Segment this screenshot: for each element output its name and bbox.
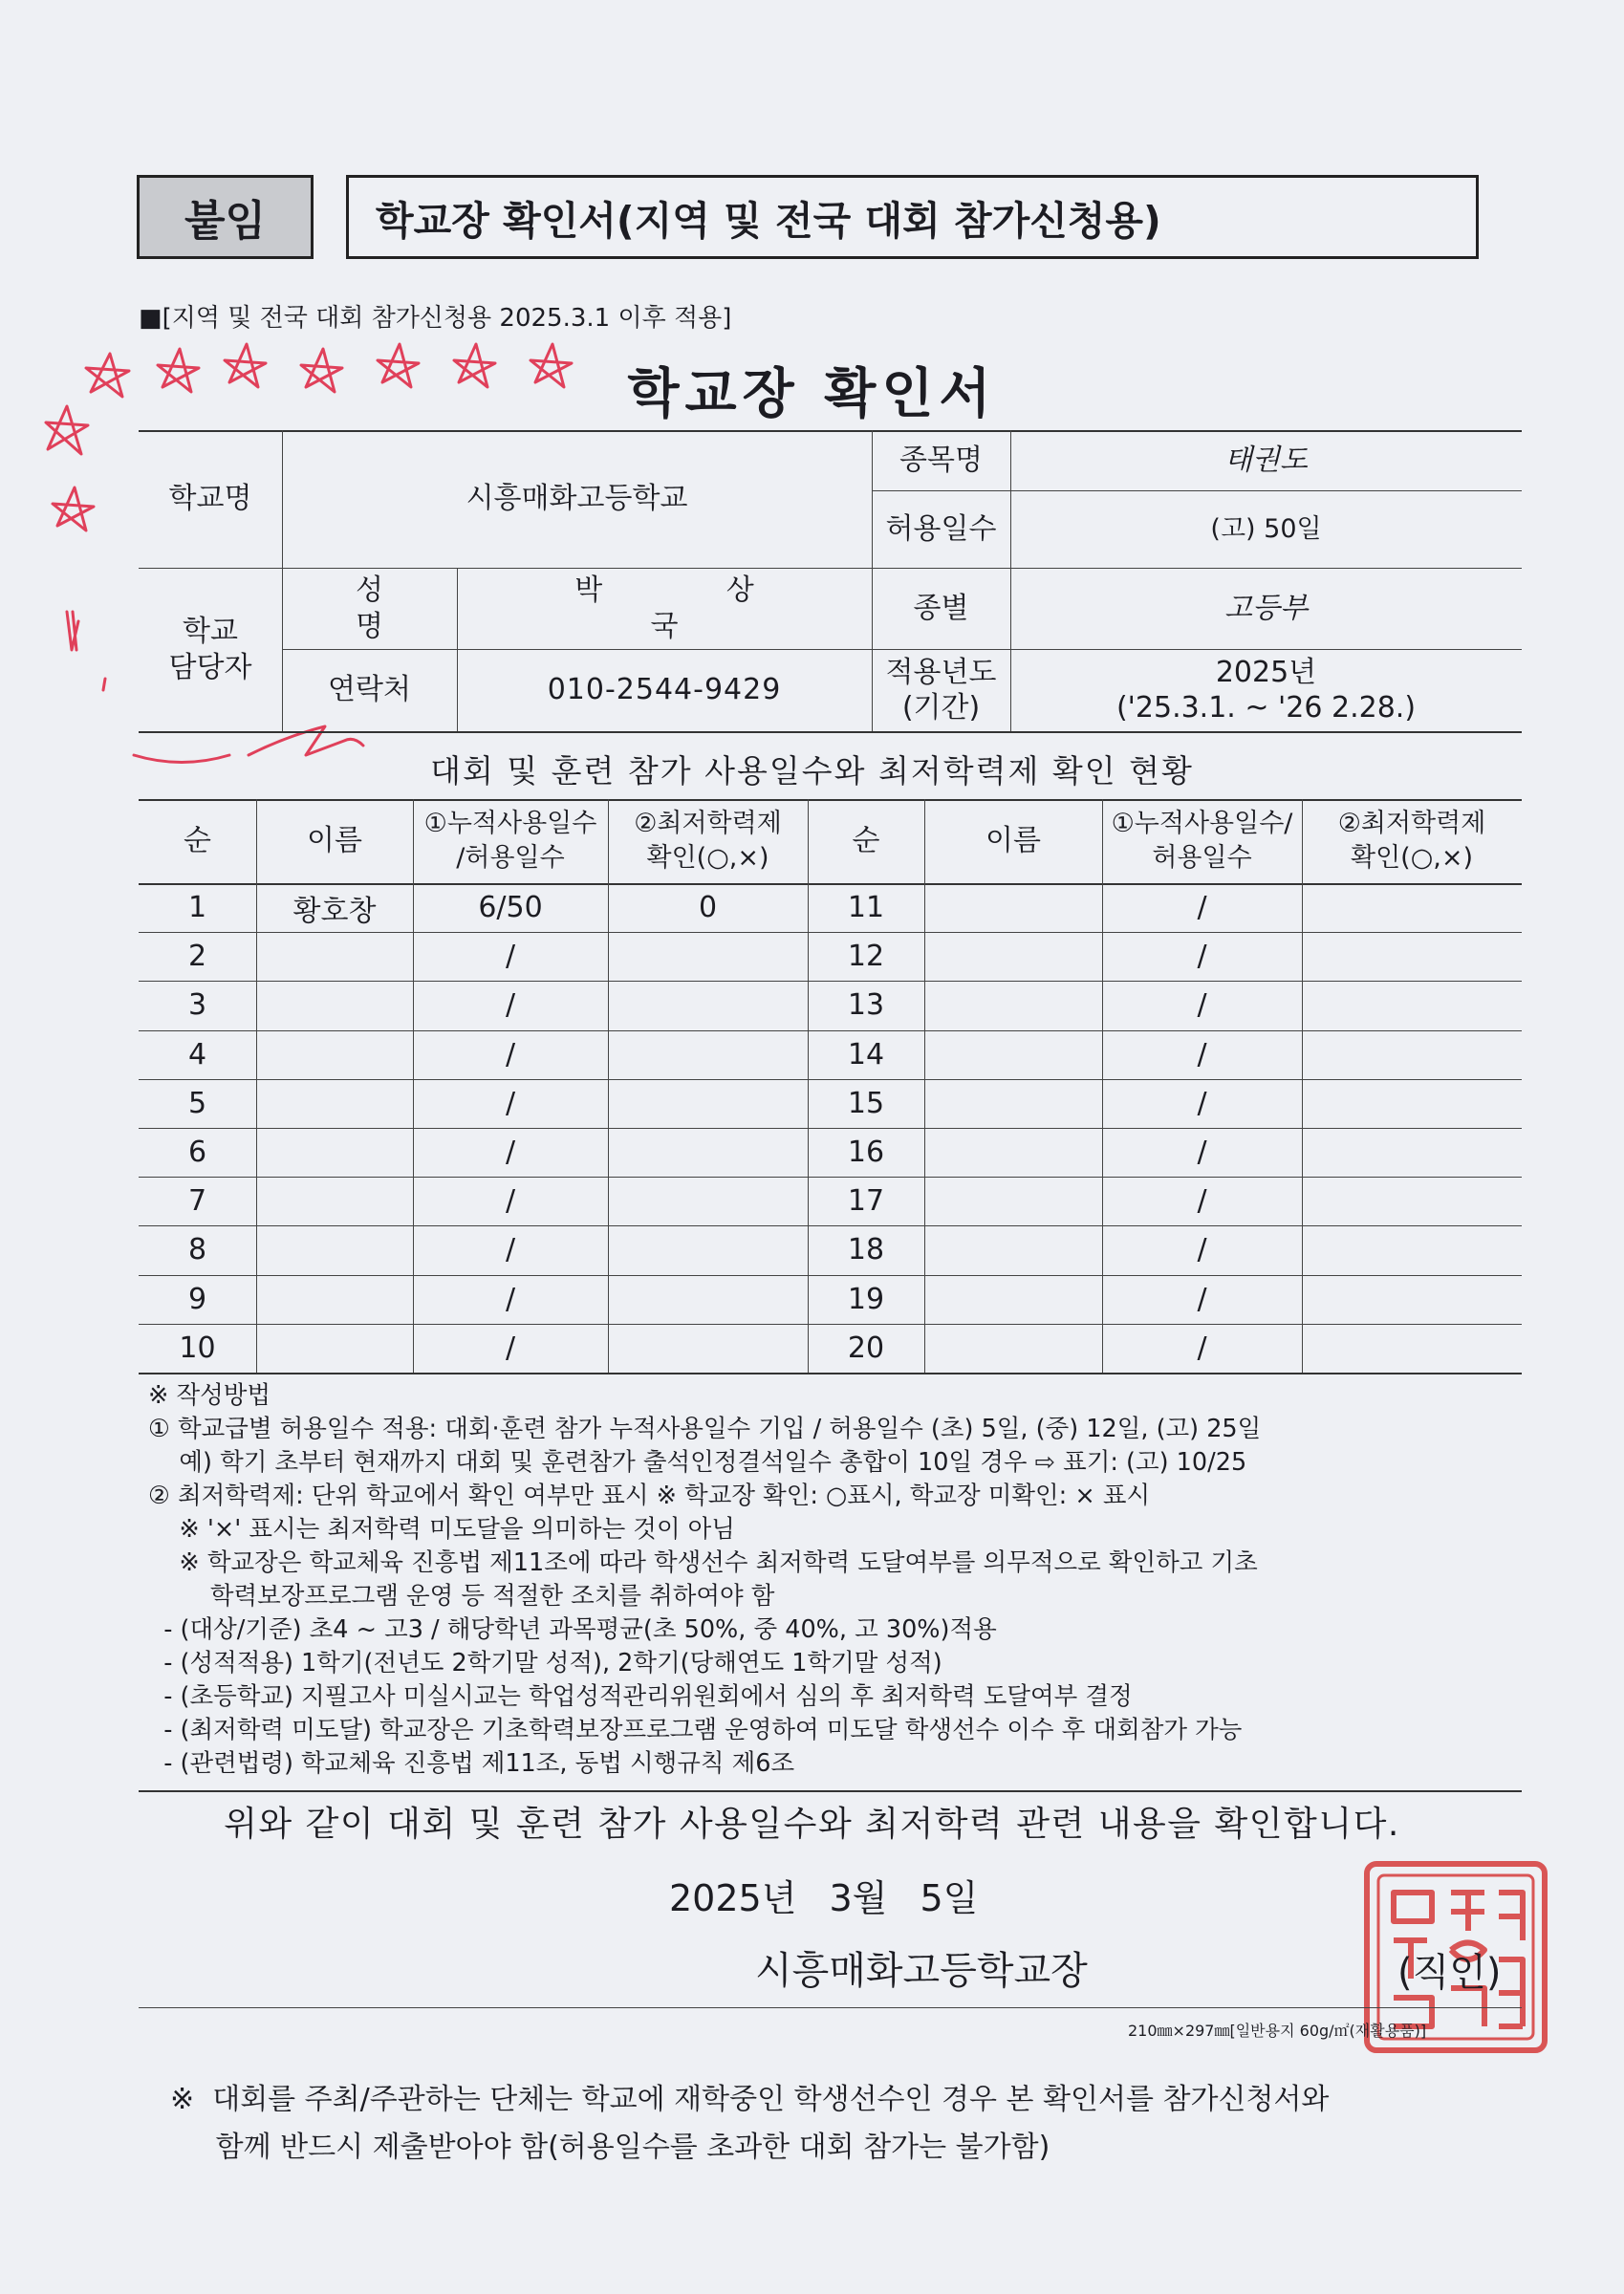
year-value (1010, 649, 1522, 731)
table-cell-name-right (924, 1225, 1102, 1274)
table-cell-check-right (1302, 932, 1522, 981)
table-cell-check-right (1302, 1079, 1522, 1128)
division-label: 종별 (913, 591, 969, 625)
col-header-days (413, 799, 608, 883)
form-header-title: 학교장 확인서(지역 및 전국 대회 참가신청용) (346, 175, 1479, 259)
instruction-line: ※ 학교장은 학교체육 진흥법 제11조에 따라 학생선수 최저학력 도달여부를 의무적으로 확인하고 기초 (148, 1548, 1258, 1577)
col-header-name-right: 이름 (985, 823, 1041, 857)
col-header-days-right (1102, 799, 1302, 883)
contact-label: 연락처 (328, 673, 411, 707)
footnote-line: 함께 반드시 제출받아야 함(허용일수를 초과한 대회 참가는 불가함) (170, 2131, 1050, 2164)
table-cell-name (256, 1225, 413, 1274)
table-cell-no-right: 18 (847, 1233, 885, 1267)
footnote-line: ※ 대회를 주최/주관하는 단체는 학교에 재학중인 학생선수인 경우 본 확인서를 참가신청서와 (170, 2083, 1330, 2116)
document-title: 학교장 확인서 (627, 363, 997, 425)
instruction-line: - (대상/기준) 초4 ~ 고3 / 해당학년 과목평균(초 50%, 중 40%, 고 30%)적용 (148, 1615, 997, 1644)
instruction-line: 학력보장프로그램 운영 등 적절한 조치를 취하여야 함 (148, 1582, 775, 1611)
table-cell-days: / (505, 1184, 516, 1219)
table-cell-no-right: 19 (847, 1282, 885, 1316)
name-label: 성 명 (356, 574, 422, 643)
table-cell-check-right (1302, 981, 1522, 1029)
table-cell-no: 3 (187, 988, 207, 1023)
allowed-days-value: (고) 50일 (1210, 513, 1322, 544)
table-cell-days: 6/50 (478, 891, 543, 925)
table-cell-check (608, 1128, 808, 1177)
manager-name: 박 상 국 (574, 574, 812, 643)
table-cell-name (256, 1177, 413, 1225)
table-cell-check-right (1302, 1177, 1522, 1225)
table-cell-name (256, 1030, 413, 1079)
instruction-line: ① 학교급별 허용일수 적용: 대회·훈련 참가 누적사용일수 기입 / 허용일수 (초) 5일, (중) 12일, (고) 25일 (148, 1415, 1262, 1443)
year-value-line1: 2025년 (1215, 655, 1317, 689)
school-label: 학교명 (168, 482, 252, 516)
table-cell-name (256, 1079, 413, 1128)
table-cell-check-right (1302, 1225, 1522, 1274)
instruction-line: ※ 작성방법 (148, 1381, 271, 1410)
col-header-check (608, 799, 808, 883)
table-cell-check: 0 (698, 891, 718, 925)
table-cell-no-right: 17 (847, 1184, 885, 1219)
principal-signature: 시흥매화고등학교장 (755, 1949, 1088, 1993)
table-cell-name-right (924, 1177, 1102, 1225)
table-cell-check-right (1302, 1128, 1522, 1177)
section-title: 대회 및 훈련 참가 사용일수와 최저학력제 확인 현황 (430, 752, 1194, 790)
col-header-check-right-line1: ②최저학력제 (1337, 808, 1486, 838)
col-header-check-line2: 확인(○,×) (646, 843, 769, 873)
table-cell-no-right: 14 (847, 1037, 885, 1071)
table-cell-name (256, 1275, 413, 1324)
instruction-line: - (관련법령) 학교체육 진흥법 제11조, 동법 시행규칙 제6조 (148, 1749, 795, 1778)
table-cell-name (256, 1128, 413, 1177)
allowed-days-label: 허용일수 (885, 511, 997, 546)
table-cell-days: / (505, 1136, 516, 1170)
table-cell-no-right: 15 (847, 1086, 885, 1120)
table-cell-name-right (924, 1128, 1102, 1177)
grid-bottom-border (139, 1373, 1522, 1374)
issue-date: 2025년 3월 5일 (669, 1877, 979, 1919)
table-cell-name (256, 981, 413, 1029)
instruction-line: ※ '×' 표시는 최저학력 미도달을 의미하는 것이 아님 (148, 1515, 735, 1544)
table-cell-no: 8 (187, 1233, 207, 1267)
table-cell-name-right (924, 981, 1102, 1029)
table-cell-check (608, 1030, 808, 1079)
table-cell-no: 5 (187, 1086, 207, 1120)
table-cell-days-right: / (1197, 891, 1207, 925)
table-cell-days: / (505, 1331, 516, 1365)
table-cell-no-right: 12 (847, 940, 885, 974)
col-header-no-right: 순 (852, 823, 880, 857)
table-cell-no: 1 (187, 891, 207, 925)
confirmation-statement: 위와 같이 대회 및 훈련 참가 사용일수와 최저학력 관련 내용을 확인합니다. (224, 1805, 1400, 1844)
year-label-line2: (기간) (901, 691, 981, 725)
table-cell-no: 7 (187, 1184, 207, 1219)
table-cell-name-right (924, 1324, 1102, 1373)
table-cell-no-right: 20 (847, 1331, 885, 1365)
table-cell-check (608, 1079, 808, 1128)
table-cell-name-right (924, 1275, 1102, 1324)
table-cell-days-right: / (1197, 1184, 1207, 1219)
table-cell-days-right: / (1197, 1233, 1207, 1267)
writing-instructions (148, 1379, 1534, 1781)
instruction-line: - (초등학교) 지필고사 미실시교는 학업성적관리위원회에서 심의 후 최저학력 도달여부 결정 (148, 1682, 1133, 1711)
manager-label-line2: 담당자 (168, 650, 252, 684)
notes-divider (139, 1790, 1522, 1792)
instruction-line: - (성적적용) 1학기(전년도 2학기말 성적), 2학기(당해연도 1학기말 성적) (148, 1649, 942, 1677)
table-cell-days: / (505, 1037, 516, 1071)
col-header-check-right (1302, 799, 1522, 883)
table-cell-check (608, 981, 808, 1029)
table-cell-check (608, 1177, 808, 1225)
table-cell-days-right: / (1197, 1282, 1207, 1316)
year-value-line2: ('25.3.1. ~ '26 2.28.) (1115, 691, 1417, 725)
table-cell-days-right: / (1197, 940, 1207, 974)
col-header-check-line1: ②최저학력제 (634, 808, 782, 838)
table-cell-days-right: / (1197, 988, 1207, 1023)
table-cell-name: 황호창 (292, 894, 377, 928)
table-cell-name-right (924, 932, 1102, 981)
year-label (872, 649, 1010, 731)
col-header-days-line2: /허용일수 (456, 843, 565, 873)
year-label-line1: 적용년도 (885, 655, 997, 689)
table-cell-no: 4 (187, 1037, 207, 1071)
applies-note: ■[지역 및 전국 대회 참가신청용 2025.3.1 이후 적용] (139, 304, 732, 333)
table-cell-check (608, 1324, 808, 1373)
table-cell-no: 6 (187, 1136, 207, 1170)
table-cell-days: / (505, 1086, 516, 1120)
sport-label: 종목명 (899, 443, 983, 477)
table-cell-no-right: 16 (847, 1136, 885, 1170)
contact-value: 010-2544-9429 (547, 673, 782, 707)
col-header-days-right-line2: 허용일수 (1152, 843, 1252, 873)
table-cell-days-right: / (1197, 1136, 1207, 1170)
sport-value: 태권도 (1224, 443, 1308, 477)
table-cell-no: 2 (187, 940, 207, 974)
table-cell-days: / (505, 1233, 516, 1267)
info-bottom-border (139, 731, 1522, 733)
col-header-no: 순 (184, 823, 211, 857)
school-name: 시흥매화고등학교 (466, 482, 688, 516)
table-cell-days-right: / (1197, 1086, 1207, 1120)
table-cell-check-right (1302, 883, 1522, 932)
table-cell-check (608, 1275, 808, 1324)
footer-rule (139, 2007, 1522, 2008)
col-header-days-line1: ①누적사용일수 (423, 808, 597, 838)
col-header-days-right-line1: ①누적사용일수/ (1111, 808, 1293, 838)
manager-label (139, 568, 282, 731)
table-cell-check (608, 1225, 808, 1274)
instruction-line: ② 최저학력제: 단위 학교에서 확인 여부만 표시 ※ 학교장 확인: ○표시, 학교장 미확인: × 표시 (148, 1482, 1151, 1510)
table-cell-no: 10 (179, 1331, 216, 1365)
table-cell-name-right (924, 1079, 1102, 1128)
table-cell-name-right (924, 1030, 1102, 1079)
table-cell-name-right (924, 883, 1102, 932)
table-cell-days: / (505, 1282, 516, 1316)
seal-label: (직인) (1397, 1951, 1502, 1995)
instruction-line: - (최저학력 미도달) 학교장은 기초학력보장프로그램 운영하여 미도달 학생선수 이수 후 대회참가 가능 (148, 1716, 1243, 1744)
table-cell-days-right: / (1197, 1037, 1207, 1071)
table-cell-days-right: / (1197, 1331, 1207, 1365)
col-header-check-right-line2: 확인(○,×) (1351, 843, 1473, 873)
col-header-name: 이름 (307, 823, 362, 857)
manager-label-line1: 학교 (183, 615, 238, 648)
table-cell-check-right (1302, 1030, 1522, 1079)
table-cell-check-right (1302, 1324, 1522, 1373)
table-cell-days: / (505, 988, 516, 1023)
table-cell-no-right: 13 (847, 988, 885, 1023)
table-cell-name (256, 932, 413, 981)
table-cell-check (608, 932, 808, 981)
table-cell-days: / (505, 940, 516, 974)
table-cell-name (256, 1324, 413, 1373)
table-cell-no-right: 11 (847, 891, 885, 925)
table-cell-no: 9 (187, 1282, 207, 1316)
submission-footnote (170, 2076, 1556, 2172)
paper-spec: 210㎜×297㎜[일반용지 60g/㎡(재활용품)] (1128, 2022, 1427, 2040)
attachment-label: 붙임 (137, 175, 314, 259)
instruction-line: 예) 학기 초부터 현재까지 대회 및 훈련참가 출석인정결석일수 총합이 10일 경우 ⇨ 표기: (고) 10/25 (148, 1448, 1247, 1477)
division-value: 고등부 (1224, 591, 1308, 625)
table-cell-check-right (1302, 1275, 1522, 1324)
